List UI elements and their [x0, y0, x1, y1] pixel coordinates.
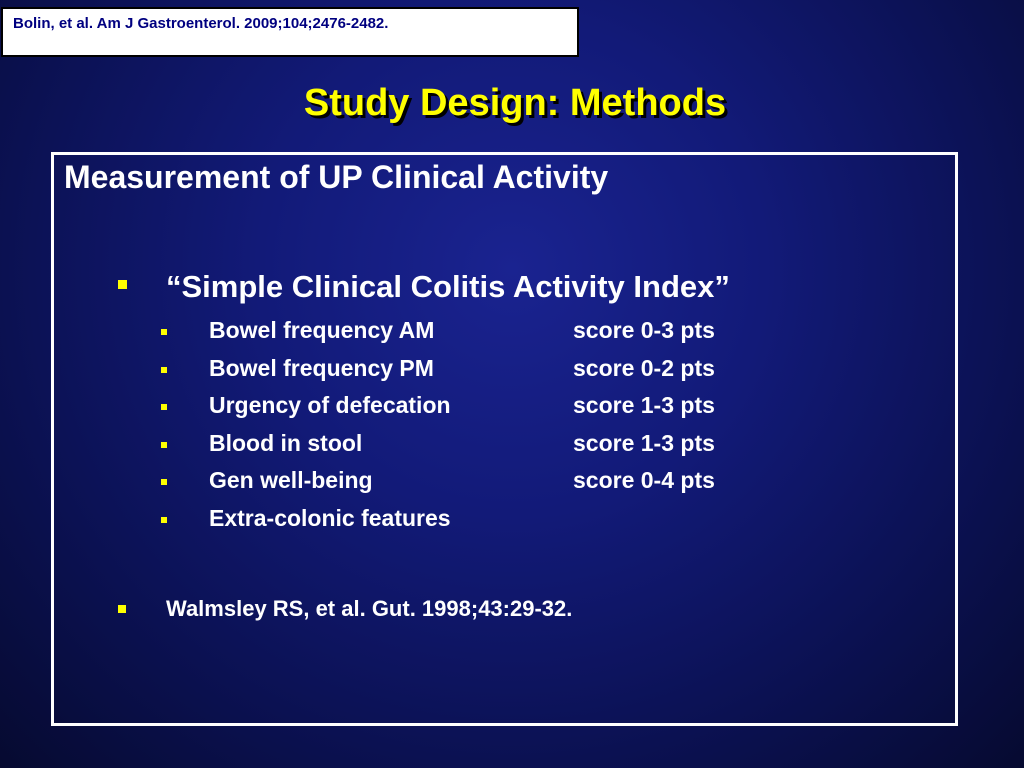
square-bullet-icon — [161, 367, 167, 373]
square-bullet-icon — [161, 479, 167, 485]
square-bullet-icon — [161, 329, 167, 335]
section-heading: Measurement of UP Clinical Activity — [64, 159, 609, 195]
reference-text: Walmsley RS, et al. Gut. 1998;43:29-32. — [166, 596, 573, 621]
square-bullet-icon — [161, 404, 167, 410]
item-score: score 0-3 pts — [573, 317, 715, 343]
item-name: Blood in stool — [209, 429, 363, 456]
item-score: score 1-3 pts — [573, 429, 715, 456]
square-bullet-icon — [161, 442, 167, 448]
item-name: Gen well-being — [209, 467, 373, 494]
item-name: Bowel frequency PM — [209, 354, 434, 381]
slide-title: Study Design: Methods — [303, 82, 727, 124]
index-title: “Simple Clinical Colitis Activity Index” — [166, 269, 730, 304]
item-score: score 1-3 pts — [573, 392, 715, 419]
item-score: score 0-2 pts — [573, 354, 715, 381]
item-name: Extra-colonic features — [209, 504, 451, 531]
item-score: score 0-4 pts — [573, 467, 715, 494]
square-bullet-icon — [161, 517, 167, 523]
item-name: Bowel frequency AM — [209, 317, 435, 343]
citation-box — [1, 7, 579, 57]
item-name: Urgency of defecation — [209, 392, 451, 419]
content-box — [51, 152, 958, 726]
square-bullet-icon — [118, 280, 127, 289]
square-bullet-icon — [118, 605, 126, 613]
citation-text: Bolin, et al. Am J Gastroenterol. 2009;104;2476-2482. — [13, 15, 389, 32]
